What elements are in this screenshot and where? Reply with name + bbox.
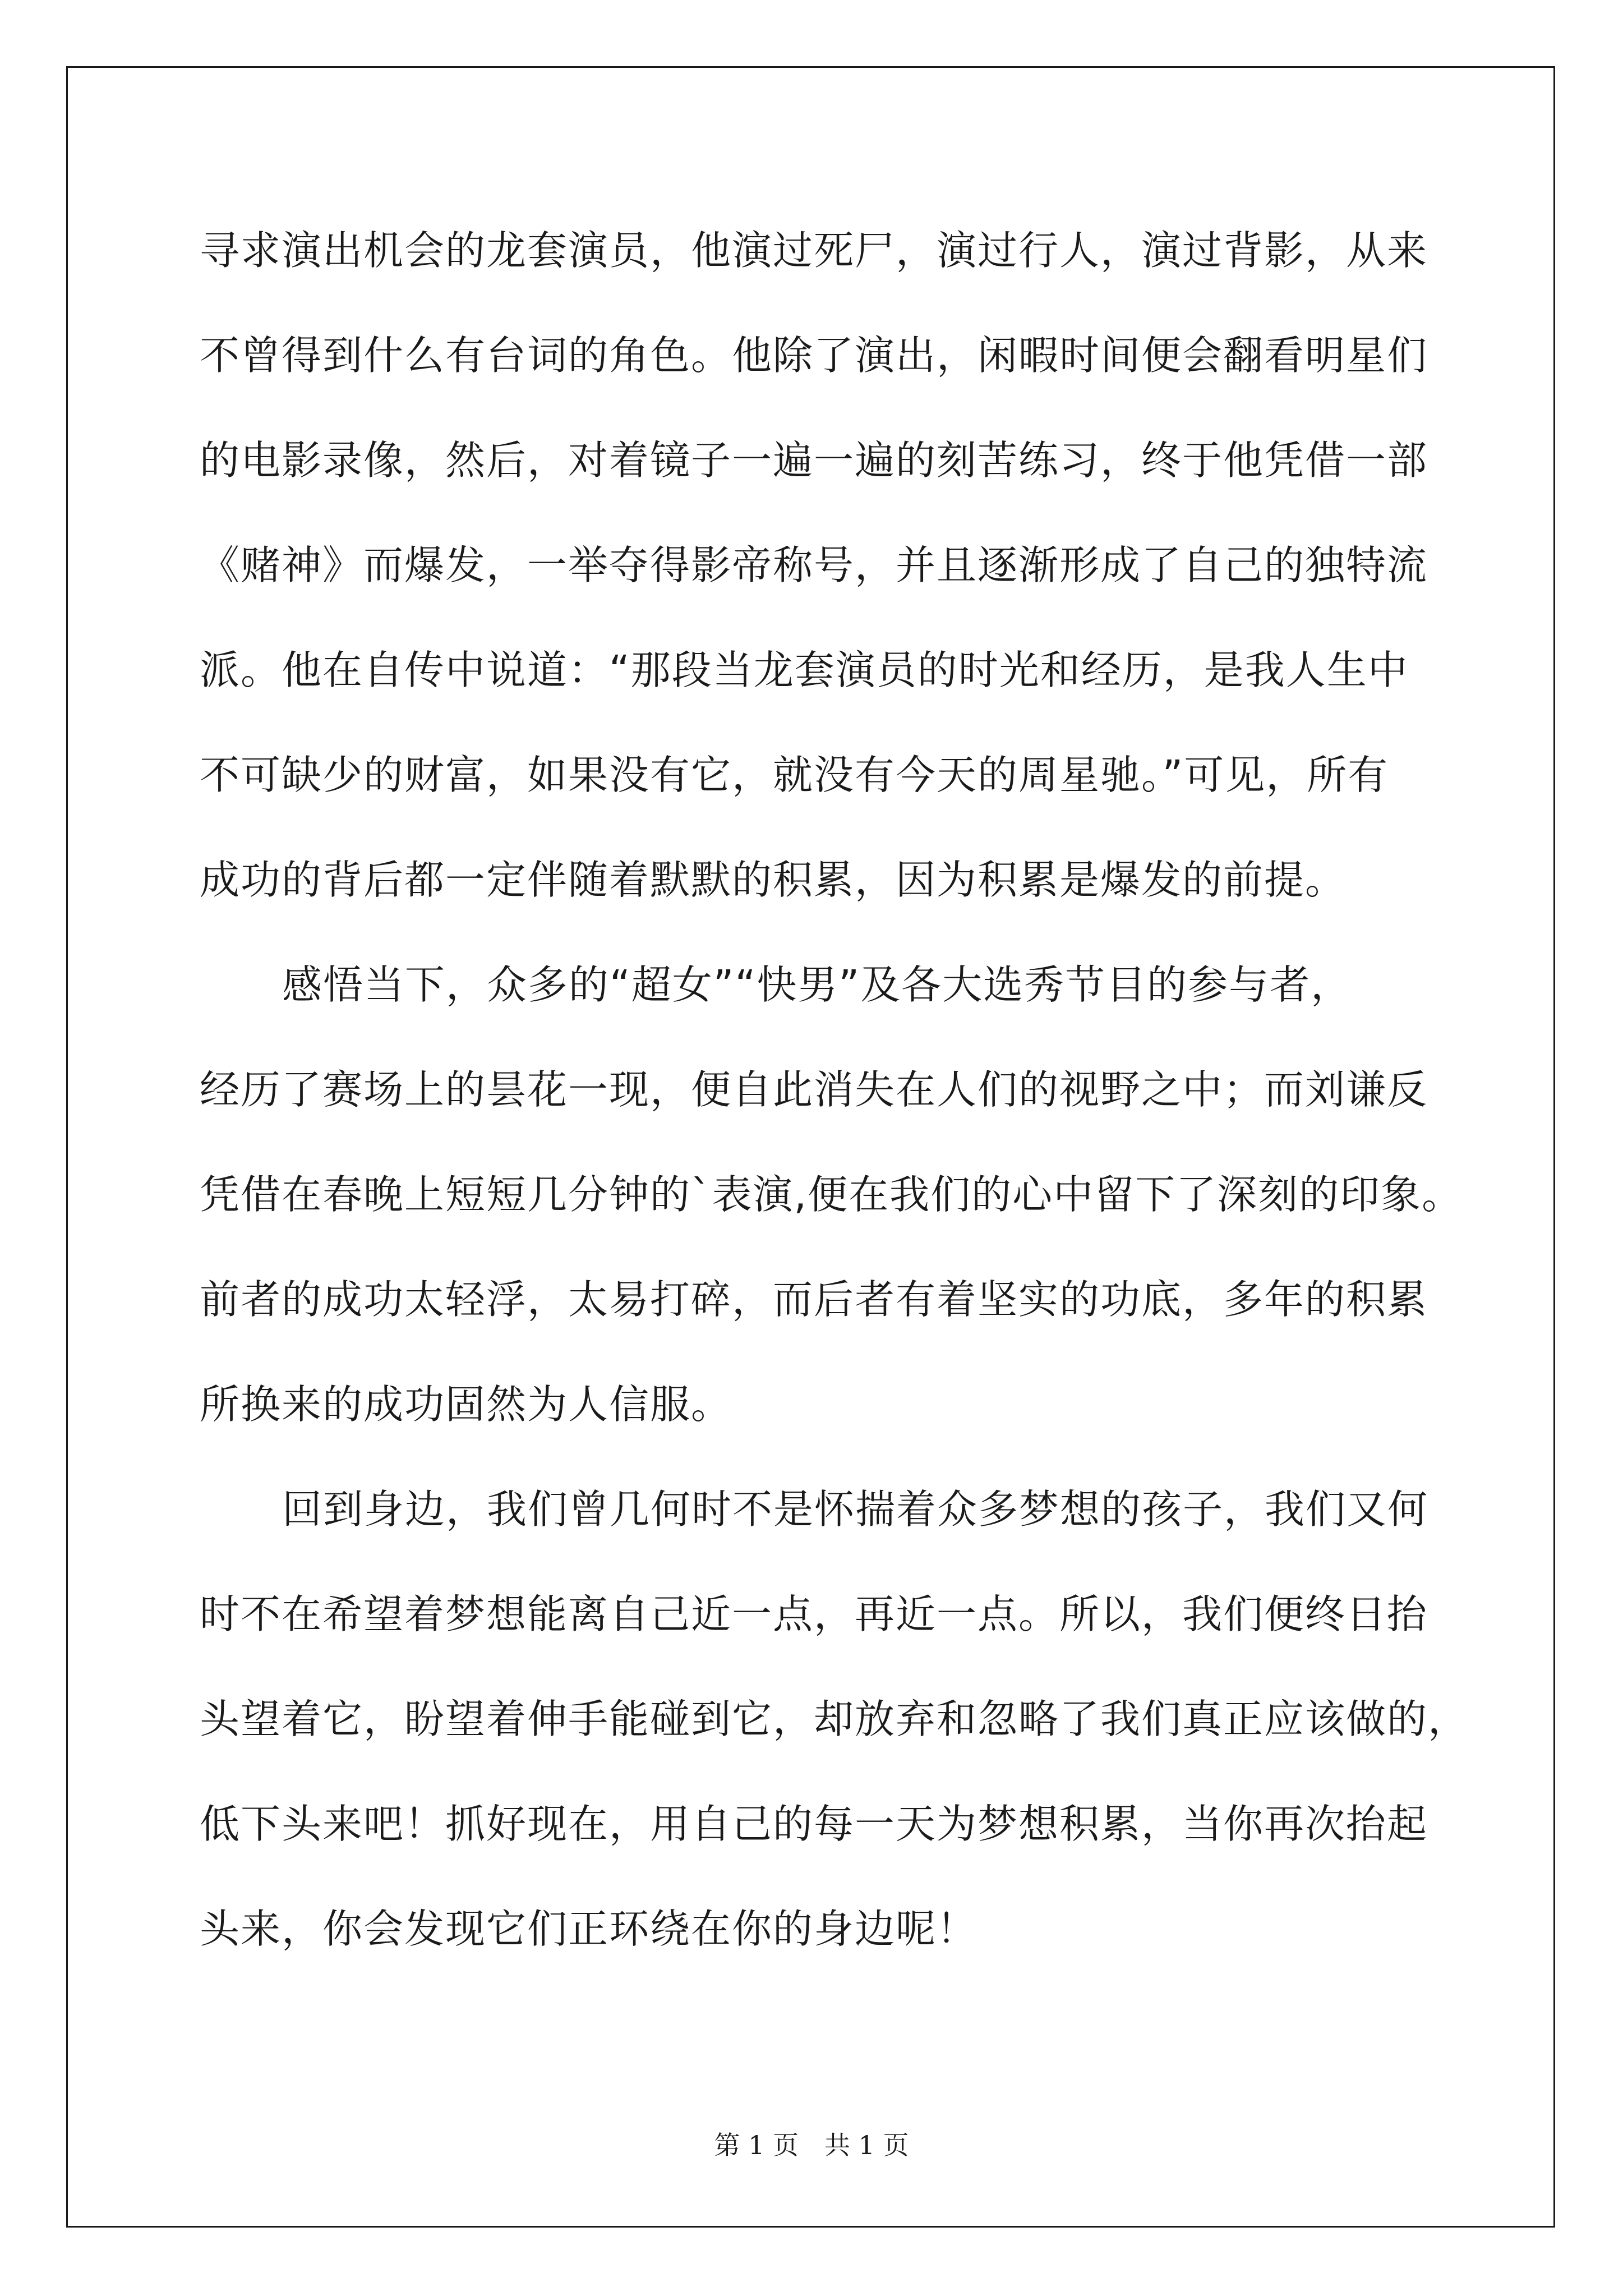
paragraph-2-line-1: 感悟当下，众多的“超女”“快男”及各大选秀节目的参与者， bbox=[282, 961, 1352, 1008]
paragraph-1-line-3: 的电影录像，然后，对着镜子一遍一遍的刻苦练习，终于他凭借一部 bbox=[200, 437, 1428, 484]
paragraph-1-line-7: 成功的背后都一定伴随着默默的积累，因为积累是爆发的前提。 bbox=[200, 857, 1347, 903]
paragraph-1-line-6: 不可缺少的财富，如果没有它，就没有今天的周星驰。”可见，所有 bbox=[200, 752, 1389, 798]
page-number-footer: 第 1 页 共 1 页 bbox=[714, 2130, 909, 2160]
paragraph-3-line-1: 回到身边，我们曾几何时不是怀揣着众多梦想的孩子，我们又何 bbox=[282, 1486, 1429, 1533]
paragraph-3-line-5: 头来，你会发现它们正环绕在你的身边呢！ bbox=[200, 1906, 978, 1952]
paragraph-2-line-3: 凭借在春晚上短短几分钟的`表演,便在我们的心中留下了深刻的印象。 bbox=[200, 1171, 1463, 1218]
paragraph-1-line-2: 不曾得到什么有台词的角色。他除了演出，闲暇时间便会翻看明星们 bbox=[200, 332, 1428, 379]
paragraph-2-line-2: 经历了赛场上的昙花一现，便自此消失在人们的视野之中；而刘谦反 bbox=[200, 1066, 1428, 1113]
paragraph-1-line-5: 派。他在自传中说道：“那段当龙套演员的时光和经历，是我人生中 bbox=[200, 647, 1409, 693]
paragraph-3-line-3: 头望着它，盼望着伸手能碰到它，却放弃和忽略了我们真正应该做的， bbox=[200, 1696, 1469, 1742]
paragraph-3-line-4: 低下头来吧！抓好现在，用自己的每一天为梦想积累，当你再次抬起 bbox=[200, 1801, 1428, 1847]
paragraph-2-line-4: 前者的成功太轻浮，太易打碎，而后者有着坚实的功底，多年的积累 bbox=[200, 1276, 1428, 1323]
paragraph-3-line-2: 时不在希望着梦想能离自己近一点，再近一点。所以，我们便终日抬 bbox=[200, 1591, 1428, 1637]
paragraph-1-line-4: 《赌神》而爆发，一举夺得影帝称号，并且逐渐形成了自己的独特流 bbox=[200, 542, 1428, 588]
paragraph-1-line-1: 寻求演出机会的龙套演员，他演过死尸，演过行人，演过背影，从来 bbox=[200, 227, 1428, 274]
paragraph-2-line-5: 所换来的成功固然为人信服。 bbox=[200, 1381, 732, 1428]
